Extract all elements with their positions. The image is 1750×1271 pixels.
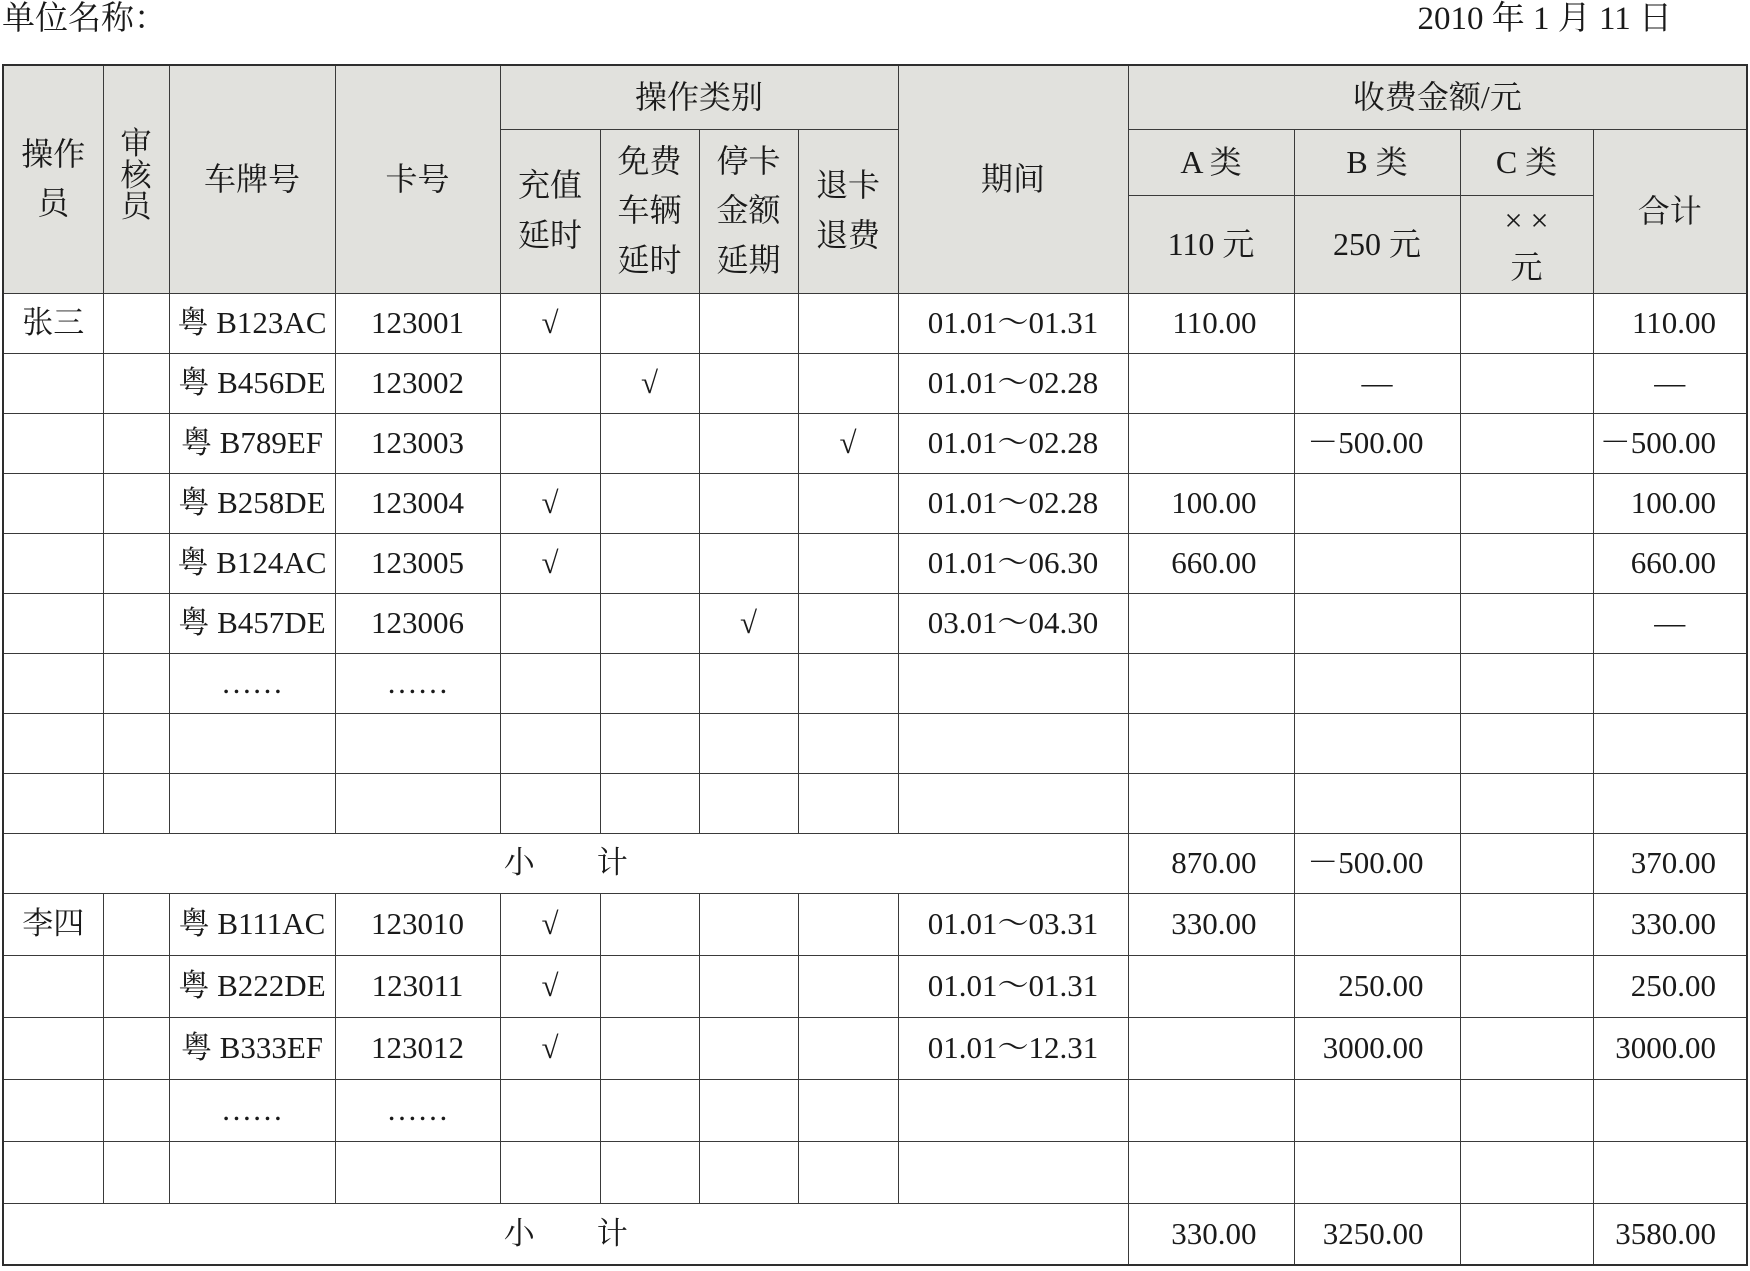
unit-name-label: 单位名称：: [2, 1, 167, 37]
table-row: [3, 1017, 1747, 1079]
suspend-card-extend-check: [699, 653, 798, 713]
operator-cell: [3, 653, 103, 713]
period-cell: [898, 653, 1128, 713]
total-amount: [1593, 1141, 1747, 1203]
free-vehicle-extend-check: [600, 1079, 699, 1141]
b-class-price-header: 250 元: [1294, 195, 1460, 293]
c-class-amount: [1460, 893, 1593, 955]
b-class-amount: [1294, 533, 1460, 593]
auditor-cell: [103, 1079, 169, 1141]
plate-cell: 粤 B789EF: [169, 413, 335, 473]
recharge-extend-header-label: 充值延时: [517, 167, 582, 253]
c-class-amount: [1460, 773, 1593, 833]
auditor-header: [103, 65, 169, 293]
plate-cell: 粤 B258DE: [169, 473, 335, 533]
operator-cell: [3, 353, 103, 413]
operator-cell: [3, 413, 103, 473]
a-class-amount: [1128, 955, 1294, 1017]
period-cell: 01.01～02.28: [898, 473, 1128, 533]
c-class-amount: [1460, 1017, 1593, 1079]
auditor-cell: [103, 713, 169, 773]
auditor-cell: [103, 773, 169, 833]
period-cell: 01.01～03.31: [898, 893, 1128, 955]
table-row: [3, 353, 1747, 413]
suspend-card-extend-check: [699, 955, 798, 1017]
a-class-subtotal: 870.00: [1128, 833, 1294, 893]
a-class-header: A 类: [1128, 129, 1294, 195]
c-class-subtotal: [1460, 833, 1593, 893]
total-amount: [1593, 653, 1747, 713]
refund-check: [798, 1017, 898, 1079]
card-cell: 123010: [335, 893, 500, 955]
auditor-cell: [103, 1141, 169, 1203]
suspend-card-extend-check: [699, 713, 798, 773]
suspend-card-extend-check: [699, 893, 798, 955]
auditor-cell: [103, 473, 169, 533]
card-cell: 123005: [335, 533, 500, 593]
a-class-amount: 100.00: [1128, 473, 1294, 533]
suspend-card-extend-check: [699, 1017, 798, 1079]
a-class-amount: [1128, 1017, 1294, 1079]
table-row: [3, 653, 1747, 713]
auditor-cell: [103, 593, 169, 653]
auditor-cell: [103, 293, 169, 353]
refund-check: [798, 473, 898, 533]
c-class-subtotal: [1460, 1203, 1593, 1265]
period-cell: 01.01～12.31: [898, 1017, 1128, 1079]
suspend-card-extend-check: [699, 1141, 798, 1203]
card-cell: 123012: [335, 1017, 500, 1079]
c-class-amount: [1460, 293, 1593, 353]
free-vehicle-extend-check: [600, 413, 699, 473]
fee-ledger-table: [2, 64, 1748, 1266]
a-class-price-header: 110 元: [1128, 195, 1294, 293]
refund-header: [798, 129, 898, 293]
b-class-amount: [1294, 653, 1460, 713]
recharge-extend-header: [500, 129, 600, 293]
free-vehicle-extend-check: √: [600, 353, 699, 413]
free-vehicle-extend-check: [600, 1017, 699, 1079]
auditor-cell: [103, 413, 169, 473]
auditor-cell: [103, 955, 169, 1017]
auditor-cell: [103, 893, 169, 955]
table-row: [3, 773, 1747, 833]
b-class-header: B 类: [1294, 129, 1460, 195]
auditor-cell: [103, 653, 169, 713]
plate-header: 车牌号: [169, 65, 335, 293]
recharge-extend-check: [500, 413, 600, 473]
period-cell: 01.01～01.31: [898, 955, 1128, 1017]
plate-cell: [169, 1141, 335, 1203]
period-header: 期间: [898, 65, 1128, 293]
auditor-cell: [103, 353, 169, 413]
a-class-amount: 330.00: [1128, 893, 1294, 955]
period-cell: [898, 1079, 1128, 1141]
refund-check: [798, 653, 898, 713]
total-amount: －500.00: [1593, 413, 1747, 473]
period-cell: [898, 1141, 1128, 1203]
b-class-amount: [1294, 293, 1460, 353]
b-class-amount: [1294, 1079, 1460, 1141]
period-cell: 01.01～01.31: [898, 293, 1128, 353]
b-class-amount: －500.00: [1294, 413, 1460, 473]
total-amount: [1593, 773, 1747, 833]
total-amount: 660.00: [1593, 533, 1747, 593]
auditor-cell: [103, 1017, 169, 1079]
period-cell: 03.01～04.30: [898, 593, 1128, 653]
b-class-amount: [1294, 473, 1460, 533]
card-cell: [335, 713, 500, 773]
a-class-subtotal: 330.00: [1128, 1203, 1294, 1265]
recharge-extend-check: √: [500, 293, 600, 353]
plate-cell: ……: [169, 653, 335, 713]
table-row: [3, 473, 1747, 533]
refund-check: [798, 353, 898, 413]
card-cell: 123006: [335, 593, 500, 653]
refund-check: [798, 293, 898, 353]
subtotal-label: 小 计: [3, 1203, 1128, 1265]
suspend-card-extend-header-label: 停卡金额延期: [716, 142, 781, 278]
total-header: 合计: [1593, 129, 1747, 293]
period-cell: 01.01～02.28: [898, 413, 1128, 473]
suspend-card-extend-check: √: [699, 593, 798, 653]
a-class-amount: [1128, 713, 1294, 773]
refund-check: [798, 893, 898, 955]
fee-amount-header: 收费金额/元: [1128, 65, 1747, 129]
table-row: [3, 293, 1747, 353]
b-class-amount: 3000.00: [1294, 1017, 1460, 1079]
b-class-amount: [1294, 713, 1460, 773]
period-cell: [898, 713, 1128, 773]
card-cell: [335, 1141, 500, 1203]
plate-cell: 粤 B456DE: [169, 353, 335, 413]
card-cell: 123001: [335, 293, 500, 353]
c-class-amount: [1460, 593, 1593, 653]
subtotal-row: [3, 1203, 1747, 1265]
recharge-extend-check: [500, 1141, 600, 1203]
operator-cell: [3, 593, 103, 653]
card-cell: 123004: [335, 473, 500, 533]
plate-cell: 粤 B333EF: [169, 1017, 335, 1079]
b-class-amount: [1294, 773, 1460, 833]
table-row: [3, 893, 1747, 955]
auditor-header-label: 审核员: [120, 126, 152, 225]
free-vehicle-extend-check: [600, 955, 699, 1017]
c-class-amount: [1460, 955, 1593, 1017]
total-amount: —: [1593, 593, 1747, 653]
operator-cell: [3, 533, 103, 593]
report-date: 2010 年 1 月 11 日: [1417, 1, 1672, 37]
total-amount: 110.00: [1593, 293, 1747, 353]
a-class-amount: [1128, 1141, 1294, 1203]
operator-cell: [3, 473, 103, 533]
recharge-extend-check: √: [500, 1017, 600, 1079]
c-class-amount: [1460, 473, 1593, 533]
suspend-card-extend-check: [699, 413, 798, 473]
card-cell: ……: [335, 1079, 500, 1141]
card-cell: ……: [335, 653, 500, 713]
c-class-amount: [1460, 1141, 1593, 1203]
period-cell: 01.01～06.30: [898, 533, 1128, 593]
table-row: [3, 413, 1747, 473]
free-vehicle-extend-check: [600, 713, 699, 773]
c-class-amount: [1460, 713, 1593, 773]
b-class-amount: [1294, 893, 1460, 955]
header-row: [3, 65, 1747, 129]
operator-cell: [3, 955, 103, 1017]
card-header: 卡号: [335, 65, 500, 293]
free-vehicle-extend-header-label: 免费车辆延时: [617, 142, 682, 278]
operator-cell: [3, 1141, 103, 1203]
a-class-amount: [1128, 773, 1294, 833]
b-class-amount: [1294, 1141, 1460, 1203]
b-class-amount: —: [1294, 353, 1460, 413]
operator-cell: [3, 773, 103, 833]
refund-check: [798, 533, 898, 593]
operation-type-header: 操作类别: [500, 65, 898, 129]
period-cell: [898, 773, 1128, 833]
refund-check: √: [798, 413, 898, 473]
free-vehicle-extend-check: [600, 593, 699, 653]
recharge-extend-check: [500, 593, 600, 653]
table-row: [3, 713, 1747, 773]
b-class-subtotal: 3250.00: [1294, 1203, 1460, 1265]
recharge-extend-check: [500, 1079, 600, 1141]
operator-cell: [3, 1017, 103, 1079]
free-vehicle-extend-check: [600, 1141, 699, 1203]
a-class-amount: 660.00: [1128, 533, 1294, 593]
recharge-extend-check: √: [500, 473, 600, 533]
table-row: [3, 593, 1747, 653]
recharge-extend-check: [500, 773, 600, 833]
table-row: [3, 955, 1747, 1017]
recharge-extend-check: √: [500, 533, 600, 593]
suspend-card-extend-check: [699, 773, 798, 833]
table-row: [3, 533, 1747, 593]
total-amount: [1593, 1079, 1747, 1141]
c-class-price-header: [1460, 195, 1593, 293]
plate-cell: [169, 773, 335, 833]
suspend-card-extend-check: [699, 1079, 798, 1141]
c-class-price-label: × × 元: [1504, 202, 1549, 285]
refund-check: [798, 713, 898, 773]
b-class-subtotal: －500.00: [1294, 833, 1460, 893]
auditor-cell: [103, 533, 169, 593]
suspend-card-extend-check: [699, 353, 798, 413]
c-class-amount: [1460, 413, 1593, 473]
free-vehicle-extend-check: [600, 293, 699, 353]
plate-cell: 粤 B457DE: [169, 593, 335, 653]
recharge-extend-check: [500, 653, 600, 713]
plate-cell: 粤 B123AC: [169, 293, 335, 353]
total-amount: 250.00: [1593, 955, 1747, 1017]
free-vehicle-extend-check: [600, 893, 699, 955]
card-cell: 123011: [335, 955, 500, 1017]
recharge-extend-check: √: [500, 893, 600, 955]
c-class-amount: [1460, 353, 1593, 413]
plate-cell: [169, 713, 335, 773]
operator-header-label: 操作员: [21, 135, 86, 222]
a-class-amount: [1128, 353, 1294, 413]
plate-cell: ……: [169, 1079, 335, 1141]
recharge-extend-check: [500, 713, 600, 773]
free-vehicle-extend-check: [600, 773, 699, 833]
free-vehicle-extend-check: [600, 473, 699, 533]
free-vehicle-extend-header: [600, 129, 699, 293]
total-amount: 330.00: [1593, 893, 1747, 955]
free-vehicle-extend-check: [600, 653, 699, 713]
total-amount: 100.00: [1593, 473, 1747, 533]
suspend-card-extend-check: [699, 473, 798, 533]
refund-check: [798, 955, 898, 1017]
subtotal-row: [3, 833, 1747, 893]
suspend-card-extend-check: [699, 533, 798, 593]
b-class-amount: [1294, 593, 1460, 653]
a-class-amount: [1128, 653, 1294, 713]
c-class-amount: [1460, 533, 1593, 593]
refund-header-label: 退卡退费: [815, 167, 880, 253]
subtotal-label: 小 计: [3, 833, 1128, 893]
a-class-amount: 110.00: [1128, 293, 1294, 353]
recharge-extend-check: [500, 353, 600, 413]
card-cell: 123002: [335, 353, 500, 413]
refund-check: [798, 1079, 898, 1141]
refund-check: [798, 773, 898, 833]
operator-cell: 张三: [3, 293, 103, 353]
plate-cell: 粤 B111AC: [169, 893, 335, 955]
operator-header: [3, 65, 103, 293]
b-class-amount: 250.00: [1294, 955, 1460, 1017]
total-subtotal: 370.00: [1593, 833, 1747, 893]
a-class-amount: [1128, 413, 1294, 473]
c-class-amount: [1460, 653, 1593, 713]
c-class-amount: [1460, 1079, 1593, 1141]
card-cell: [335, 773, 500, 833]
recharge-extend-check: √: [500, 955, 600, 1017]
suspend-card-extend-check: [699, 293, 798, 353]
free-vehicle-extend-check: [600, 533, 699, 593]
operator-cell: [3, 1079, 103, 1141]
plate-cell: 粤 B124AC: [169, 533, 335, 593]
total-subtotal: 3580.00: [1593, 1203, 1747, 1265]
table-row: [3, 1079, 1747, 1141]
total-amount: [1593, 713, 1747, 773]
operator-cell: [3, 713, 103, 773]
period-cell: 01.01～02.28: [898, 353, 1128, 413]
plate-cell: 粤 B222DE: [169, 955, 335, 1017]
operator-cell: 李四: [3, 893, 103, 955]
a-class-amount: [1128, 1079, 1294, 1141]
total-amount: —: [1593, 353, 1747, 413]
card-cell: 123003: [335, 413, 500, 473]
refund-check: [798, 593, 898, 653]
total-amount: 3000.00: [1593, 1017, 1747, 1079]
table-row: [3, 1141, 1747, 1203]
a-class-amount: [1128, 593, 1294, 653]
c-class-header: C 类: [1460, 129, 1593, 195]
suspend-card-extend-header: [699, 129, 798, 293]
refund-check: [798, 1141, 898, 1203]
